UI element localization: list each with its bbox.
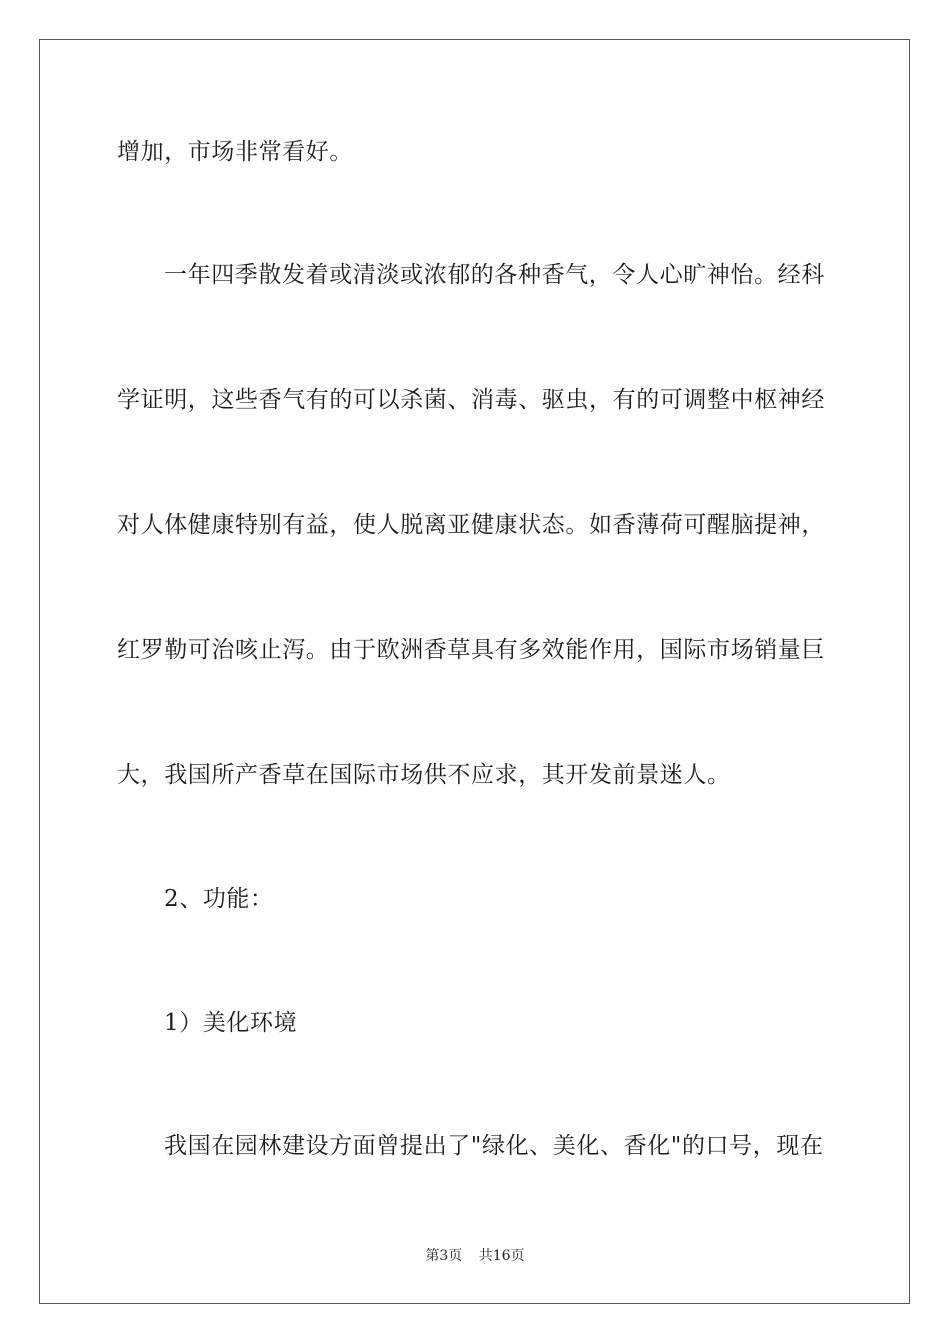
page-number: 第3页: [425, 1248, 463, 1264]
page-total: 共16页: [478, 1248, 525, 1264]
paragraph-line-5: 红罗勒可治咳止泻。由于欧洲香草具有多效能作用，国际市场销量巨: [117, 637, 825, 663]
paragraph-line-3: 学证明，这些香气有的可以杀菌、消毒、驱虫，有的可调整中枢神经: [117, 387, 825, 413]
paragraph-line-4: 对人体健康特别有益，使人脱离亚健康状态。如香薄荷可醒脑提神，: [117, 512, 825, 538]
paragraph-line-6: 大，我国所产香草在国际市场供不应求，其开发前景迷人。: [117, 762, 731, 788]
page-border: [39, 39, 910, 1304]
paragraph-line-1: 增加，市场非常看好。: [117, 139, 353, 165]
page-footer: [0, 1247, 950, 1265]
paragraph-line-2: 一年四季散发着或清淡或浓郁的各种香气，令人心旷神怡。经科: [164, 262, 825, 288]
paragraph-line-7: 我国在园林建设方面曾提出了"绿化、美化、香化"的口号，现在: [164, 1133, 824, 1159]
section-heading: 2、功能：: [164, 886, 274, 912]
subsection-heading: 1）美化环境: [164, 1010, 298, 1036]
